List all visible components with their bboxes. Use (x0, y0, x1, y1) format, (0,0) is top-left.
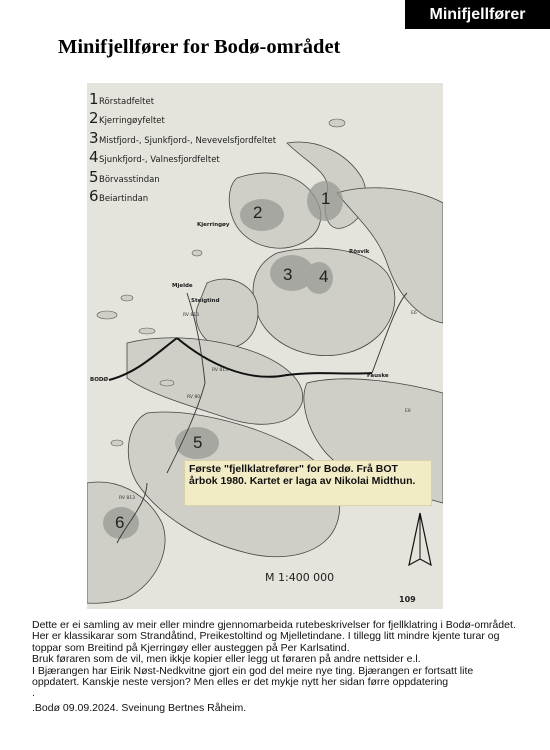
description (32, 620, 522, 714)
map-legend (89, 91, 276, 207)
legend-item: 4Sjunkfjord-, Valnesfjordfeltet (89, 148, 220, 167)
place-label: Kjerringøy (197, 222, 230, 228)
legend-item: 5Börvasstindan (89, 167, 160, 186)
road-label: RV 813 (212, 368, 228, 373)
signature: .Bodø 09.09.2024. Sveinung Bertnes Råheim. (32, 701, 247, 714)
road-label: RV 80 (187, 395, 201, 400)
place-label: Mjelde (172, 283, 193, 289)
place-label: BODØ (90, 377, 109, 383)
road-label: E6 (411, 311, 417, 316)
area-number: 5 (193, 433, 203, 452)
area-number: 4 (319, 267, 329, 286)
road-label: E6 (405, 409, 411, 414)
place-label: Fauske (367, 373, 389, 379)
legend-item: 1Rörstadfeltet (89, 90, 155, 108)
area-number: 1 (321, 189, 331, 208)
description-paragraph: I Bjærangen har Eirik Nøst-Nedkvitne gjort ein god del meire nye ting. Bjærangen er fortsatt lite oppdatert. Kanskje neste versjon? Men elles er det mykje nytt her sidan førre oppdatering (32, 664, 474, 689)
page-title: Minifjellfører for Bodø-området (58, 36, 341, 58)
map-image (87, 83, 443, 609)
description-paragraph: Bruk føraren som de vil, men ikkje kopier eller legg ut føraren på andre nettsider e.l. (32, 653, 421, 666)
road-label: RV 813 (119, 496, 135, 501)
book-page-number: 109 (399, 595, 416, 604)
legend-item: 3Mistfjord-, Sjunkfjord-, Nevevelsfjordfeltet (89, 128, 277, 147)
area-number: 2 (253, 203, 263, 222)
legend-item: 6Beiartindan (89, 187, 149, 206)
area-number: 3 (283, 265, 293, 284)
description-dot: . (32, 687, 35, 700)
place-label: Rösvik (349, 249, 370, 255)
description-paragraph: Dette er ei samling av meir eller mindre gjennomarbeida rutebeskrivelser for fjellklatring i Bodø-området. Her er klassikarar som Strandåtind, Preikestoltind og Mjelletindane. I tillegg litt mindre kjente turar og toppar som Breitind på Kjerringøy eller austeggen på Per Karlsatind. (32, 619, 516, 654)
header-tab: Minifjellfører (405, 0, 550, 29)
map-caption: Første "fjellklatrefører" for Bodø. Frå BOT årbok 1980. Kartet er laga av Nikolai Midthun. (184, 460, 432, 506)
road-label: RV 813 (183, 313, 199, 318)
place-label: Steigtind (191, 298, 220, 304)
legend-item: 2Kjerringøyfeltet (89, 109, 165, 128)
map-scale: M 1:400 000 (265, 571, 335, 584)
area-number: 6 (115, 513, 125, 532)
